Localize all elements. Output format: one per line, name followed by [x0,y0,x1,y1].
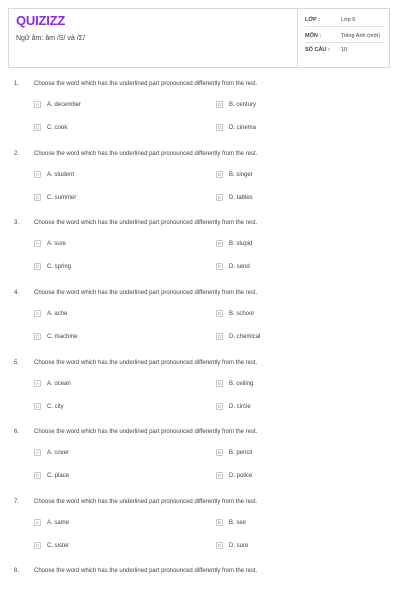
option-label: C. machine [47,333,78,340]
option-letter-box[interactable]: A [35,241,39,246]
option-letter-box[interactable]: D [217,404,222,409]
option-label: D. police [229,472,253,479]
option-letter-box[interactable]: B [217,520,221,525]
answer-option[interactable] [34,310,67,317]
option-letter-box[interactable]: A [35,311,39,316]
option-label: D. chemical [229,333,261,340]
option-letter-box[interactable]: C [35,125,40,130]
option-letter-box[interactable]: C [35,264,40,269]
answer-option[interactable] [34,403,64,410]
answer-option[interactable] [216,472,252,479]
option-label: B. pencil [229,449,253,456]
option-letter-box[interactable]: B [217,450,221,455]
option-letter-box[interactable]: B [217,381,221,386]
question-text: Choose the word which has the underlined part pronounced differently from the rest. [34,360,258,366]
meta-label: SỐ CÂU : [305,47,330,53]
option-label: B. singer [229,171,253,178]
option-label: C. place [47,472,70,479]
meta-divider-line [305,26,385,27]
option-letter-box[interactable]: D [217,543,222,548]
option-letter-box[interactable]: C [35,404,40,409]
option-label: A. december [47,101,82,108]
answer-option[interactable] [34,124,67,131]
question-number: 5. [14,360,20,366]
answer-option[interactable] [34,101,81,108]
option-letter-box[interactable]: B [217,311,221,316]
answer-option[interactable] [34,519,69,526]
answer-option[interactable] [34,380,71,387]
option-label: A. cover [47,449,70,456]
answer-option[interactable] [216,519,246,526]
option-letter-box[interactable]: B [217,241,221,246]
option-letter-box[interactable]: B [217,172,221,177]
answer-option[interactable] [216,542,248,549]
option-letter-box[interactable]: B [217,102,221,107]
answer-option[interactable] [216,403,251,410]
meta-label: LỚP : [305,17,320,23]
option-label: D. tables [229,194,253,201]
option-label: A. same [47,519,70,526]
page-title: Ngữ âm: âm /S/ và /Σ/ [16,35,85,42]
meta-value: Tiếng Anh (mới) [341,33,381,39]
answer-option[interactable] [216,124,256,131]
meta-label: MÔN : [305,33,322,39]
option-letter-box[interactable]: D [217,473,222,478]
quizizz-logo: QUIZIZZ [16,13,66,28]
answer-option[interactable] [216,380,253,387]
option-label: C. sister [47,542,70,549]
question-number: 6. [14,429,20,435]
answer-option[interactable] [216,240,252,247]
option-label: B. school [229,310,254,317]
meta-value: Lớp 6 [341,17,356,23]
question-text: Choose the word which has the underlined part pronounced differently from the rest. [34,220,258,226]
question-number: 2. [14,151,20,157]
option-label: C. cook [47,124,68,131]
option-label: D. sure [229,542,249,549]
option-label: B. see [229,519,247,526]
question-text: Choose the word which has the underlined part pronounced differently from the rest. [34,499,258,505]
answer-option[interactable] [216,449,252,456]
option-label: D. circle [229,403,251,410]
question-text: Choose the word which has the underlined part pronounced differently from the rest. [34,151,258,157]
option-letter-box[interactable]: C [35,473,40,478]
question-text: Choose the word which has the underlined part pronounced differently from the rest. [34,81,258,87]
option-letter-box[interactable]: C [35,334,40,339]
option-label: C. spring [47,263,72,270]
option-label: A. ache [47,310,68,317]
answer-option[interactable] [216,263,250,270]
answer-option[interactable] [34,472,69,479]
answer-option[interactable] [34,240,66,247]
question-number: 4. [14,290,20,296]
answer-option[interactable] [34,333,77,340]
option-label: A. sure [47,240,67,247]
question-number: 3. [14,220,20,226]
question-text: Choose the word which has the underlined part pronounced differently from the rest. [34,429,258,435]
answer-option[interactable] [216,333,260,340]
option-letter-box[interactable]: D [217,125,222,130]
answer-option[interactable] [216,194,253,201]
answer-option[interactable] [216,171,253,178]
option-letter-box[interactable]: A [35,381,39,386]
option-letter-box[interactable]: A [35,520,39,525]
question-number: 8. [14,568,20,574]
option-letter-box[interactable]: C [35,543,40,548]
answer-option[interactable] [34,171,74,178]
header-divider [297,8,298,68]
question-number: 1. [14,81,20,87]
meta-value: 10 [341,47,348,53]
option-letter-box[interactable]: C [35,195,40,200]
question-number: 7. [14,499,20,505]
question-text: Choose the word which has the underlined part pronounced differently from the rest. [34,290,258,296]
option-letter-box[interactable]: A [35,172,39,177]
option-label: D. cinema [229,124,257,131]
option-letter-box[interactable]: A [35,102,39,107]
option-label: D. send [229,263,250,270]
answer-option[interactable] [34,542,69,549]
answer-option[interactable] [34,194,76,201]
option-label: A. ocean [47,380,71,387]
option-label: B. century [229,101,257,108]
answer-option[interactable] [34,263,71,270]
option-letter-box[interactable]: A [35,450,39,455]
answer-option[interactable] [216,310,254,317]
option-label: C. city [47,403,64,410]
option-label: B. stupid [229,240,253,247]
answer-option[interactable] [34,449,69,456]
option-label: A. student [47,171,75,178]
meta-divider-line [305,42,385,43]
answer-option[interactable] [216,101,256,108]
option-letter-box[interactable]: D [217,334,222,339]
option-letter-box[interactable]: D [217,195,222,200]
option-label: C. summer [47,194,77,201]
option-letter-box[interactable]: D [217,264,222,269]
question-text: Choose the word which has the underlined part pronounced differently from the rest. [34,568,258,574]
option-label: B. ceiling [229,380,254,387]
